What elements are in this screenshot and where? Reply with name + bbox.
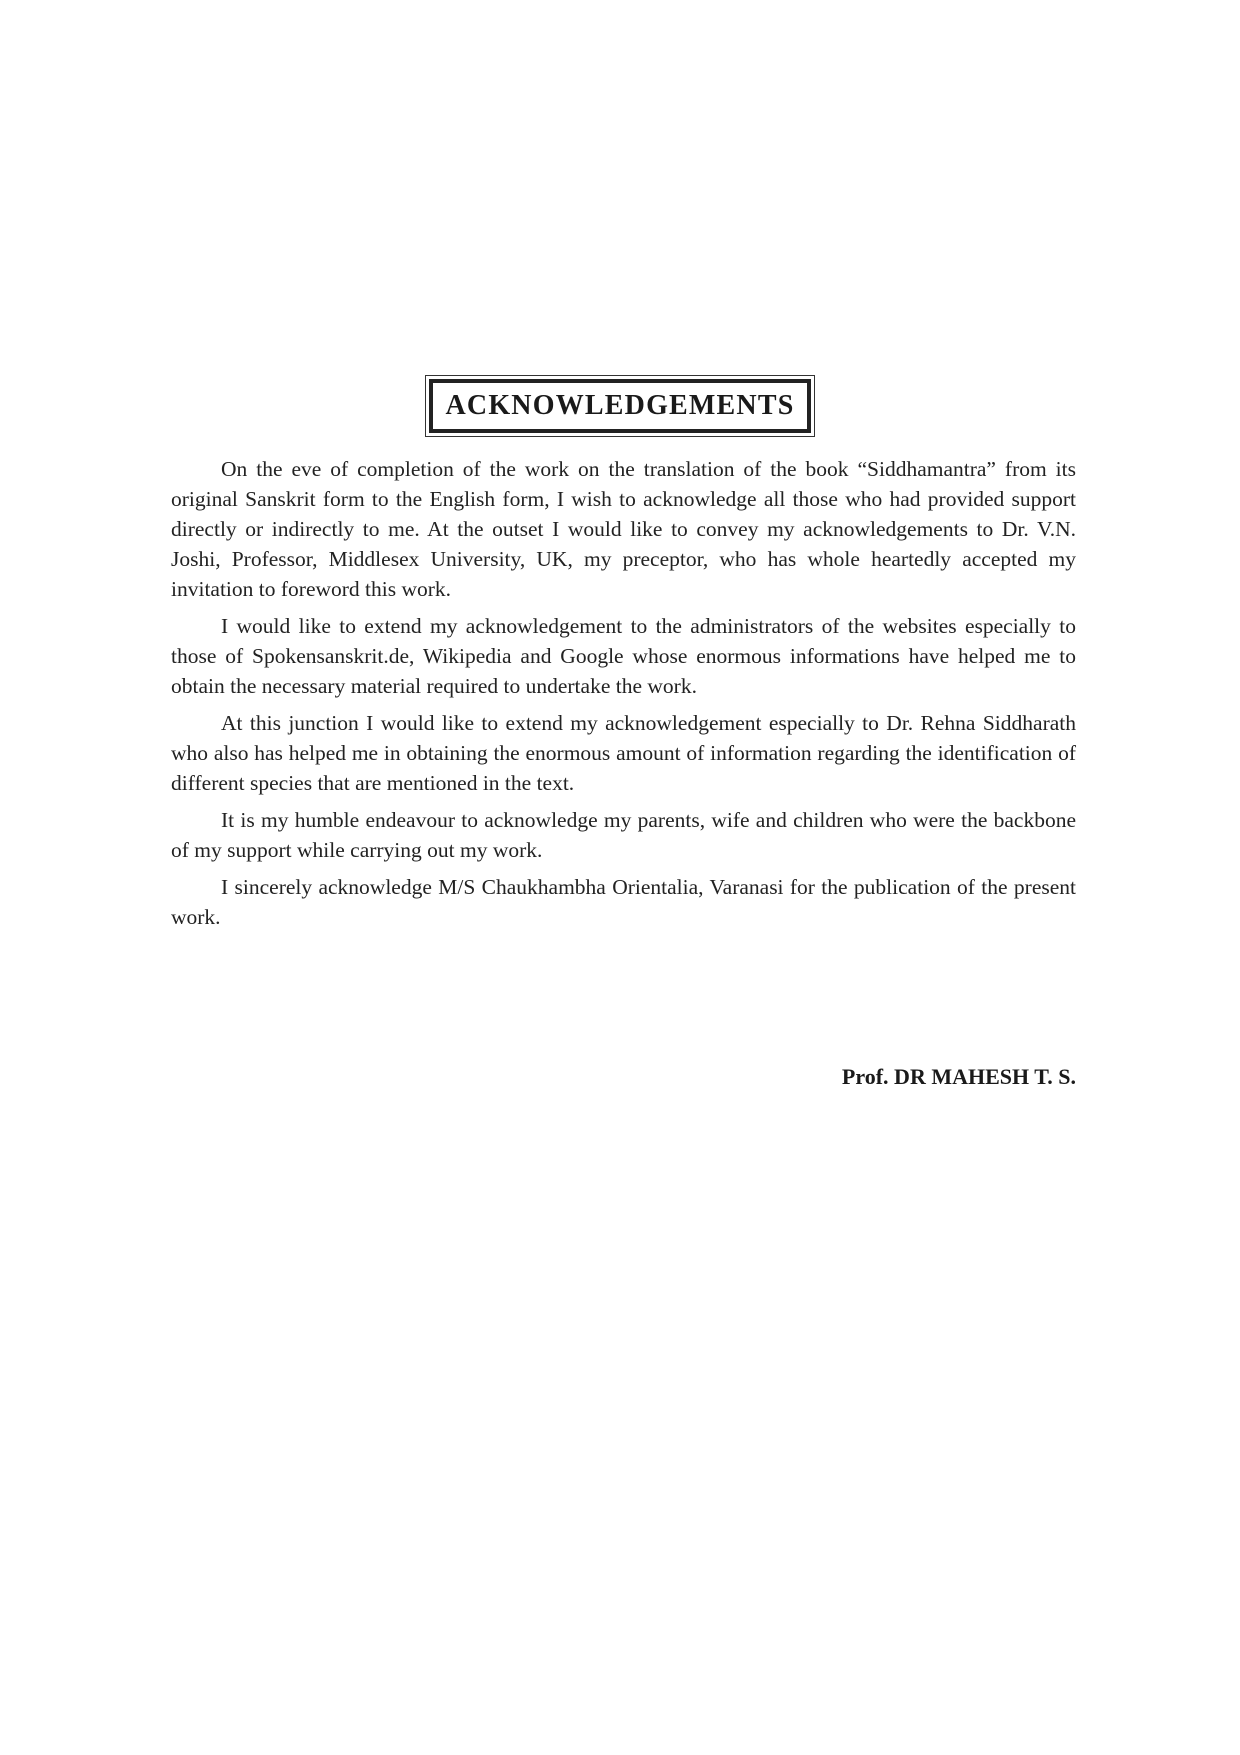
page-heading: ACKNOWLEDGEMENTS: [429, 379, 810, 433]
acknowledgement-body: [171, 454, 1076, 939]
paragraph-3: At this junction I would like to extend my acknowledgement especially to Dr. Rehna Siddharath who also has helped me in obtaining the enormous amount of information regarding the identification of different species that are mentioned in the text.: [171, 711, 1076, 795]
paragraph-5: I sincerely acknowledge M/S Chaukhambha Orientalia, Varanasi for the publication of the present work.: [171, 875, 1076, 929]
paragraph-1: On the eve of completion of the work on the translation of the book “Siddhamantra” from its original Sanskrit form to the English form, I wish to acknowledge all those who had provided support directly or indirectly to me. At the outset I would like to convey my acknowledgements to Dr. V.N. Joshi, Professor, Middlesex University, UK, my preceptor, who has whole heartedly accepted my invitation to foreword this work.: [171, 457, 1076, 601]
heading-container: [0, 375, 1240, 437]
author-signature: Prof. DR MAHESH T. S.: [841, 1064, 1076, 1089]
heading-box-outer-border: [425, 375, 814, 437]
paragraph-4: It is my humble endeavour to acknowledge my parents, wife and children who were the backbone of my support while carrying out my work.: [171, 808, 1076, 862]
paragraph-2: I would like to extend my acknowledgement to the administrators of the websites especially to those of Spokensanskrit.de, Wikipedia and Google whose enormous informations have helped me to obtain the necessary material required to undertake the work.: [171, 614, 1076, 698]
